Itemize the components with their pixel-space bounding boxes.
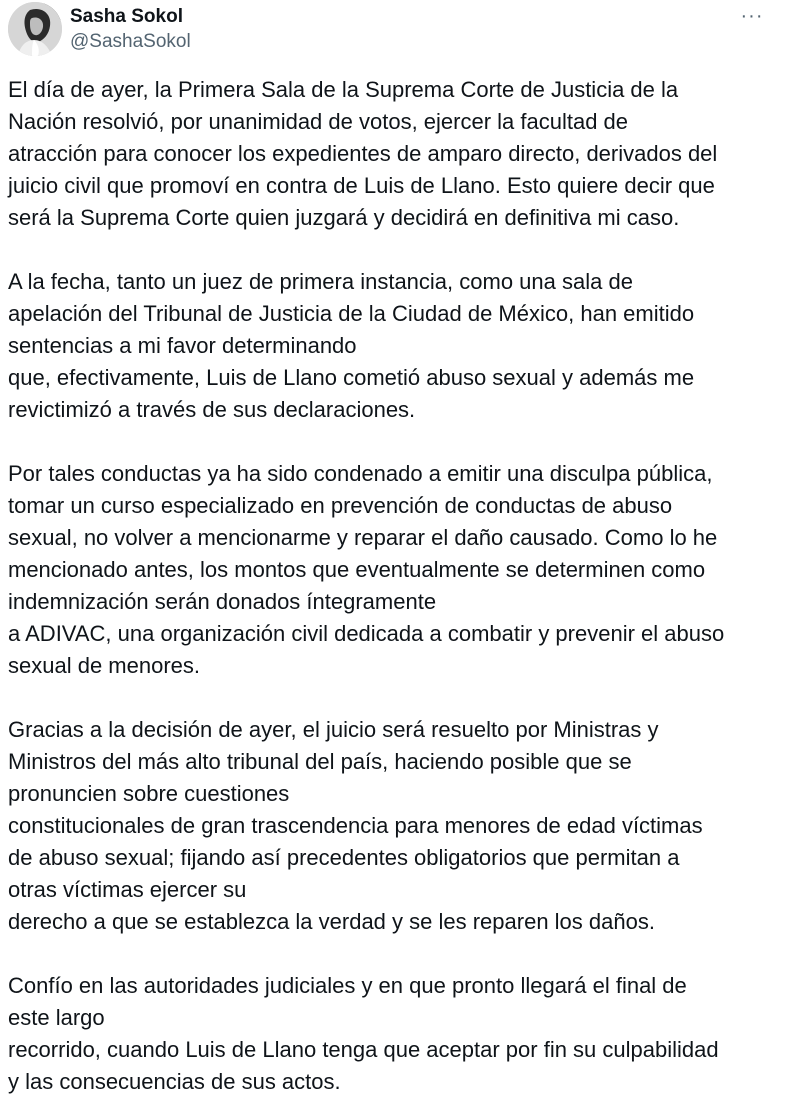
text-line: Confío en las autoridades judiciales y en que pronto llegará el final de [8, 973, 687, 998]
text-line: pronuncien sobre cuestiones [8, 781, 290, 806]
text-line: sexual, no volver a mencionarme y reparar el daño causado. Como lo he [8, 525, 718, 550]
text-line: mencionado antes, los montos que eventualmente se determinen como [8, 557, 706, 582]
text-line: que, efectivamente, Luis de Llano cometió abuso sexual y además me [8, 365, 695, 390]
text-line: será la Suprema Corte quien juzgará y decidirá en definitiva mi caso. [8, 205, 680, 230]
paragraph-4 [8, 714, 794, 938]
text-line: El día de ayer, la Primera Sala de la Suprema Corte de Justicia de la [8, 77, 679, 102]
text-line: juicio civil que promoví en contra de Luis de Llano. Esto quiere decir que [8, 173, 715, 198]
tweet-header [8, 2, 792, 58]
text-line: sexual de menores. [8, 653, 200, 678]
text-line: Ministros del más alto tribunal del país, haciendo posible que se [8, 749, 632, 774]
tweet-text [8, 74, 794, 1110]
text-line: otras víctimas ejercer su [8, 877, 247, 902]
text-line: indemnización serán donados íntegramente [8, 589, 437, 614]
text-line: revictimizó a través de sus declaraciones. [8, 397, 416, 422]
user-handle[interactable]: @SashaSokol [70, 31, 191, 52]
display-name[interactable]: Sasha Sokol [70, 6, 183, 27]
paragraph-1 [8, 74, 794, 234]
text-line: a ADIVAC, una organización civil dedicada a combatir y prevenir el abuso [8, 621, 725, 646]
text-line: este largo [8, 1005, 105, 1030]
text-line: Gracias a la decisión de ayer, el juicio será resuelto por Ministras y [8, 717, 659, 742]
text-line: constitucionales de gran trascendencia para menores de edad víctimas [8, 813, 703, 838]
author-names [70, 6, 191, 54]
avatar[interactable] [8, 2, 62, 56]
paragraph-2 [8, 266, 794, 426]
text-line: derecho a que se establezca la verdad y se les reparen los daños. [8, 909, 655, 934]
text-line: Nación resolvió, por unanimidad de votos, ejercer la facultad de [8, 109, 629, 134]
avatar-photo-icon [8, 2, 62, 56]
text-line: apelación del Tribunal de Justicia de la Ciudad de México, han emitido [8, 301, 695, 326]
text-line: y las consecuencias de sus actos. [8, 1069, 341, 1094]
paragraph-3 [8, 458, 794, 682]
text-line: A la fecha, tanto un juez de primera instancia, como una sala de [8, 269, 633, 294]
text-line: tomar un curso especializado en prevención de conductas de abuso [8, 493, 673, 518]
text-line: de abuso sexual; fijando así precedentes obligatorios que permitan a [8, 845, 680, 870]
text-line: Por tales conductas ya ha sido condenado a emitir una disculpa pública, [8, 461, 713, 486]
text-line: recorrido, cuando Luis de Llano tenga que aceptar por fin su culpabilidad [8, 1037, 719, 1062]
more-options-icon[interactable]: ··· [740, 5, 764, 27]
text-line: atracción para conocer los expedientes de amparo directo, derivados del [8, 141, 718, 166]
text-line: sentencias a mi favor determinando [8, 333, 357, 358]
paragraph-5 [8, 970, 794, 1098]
